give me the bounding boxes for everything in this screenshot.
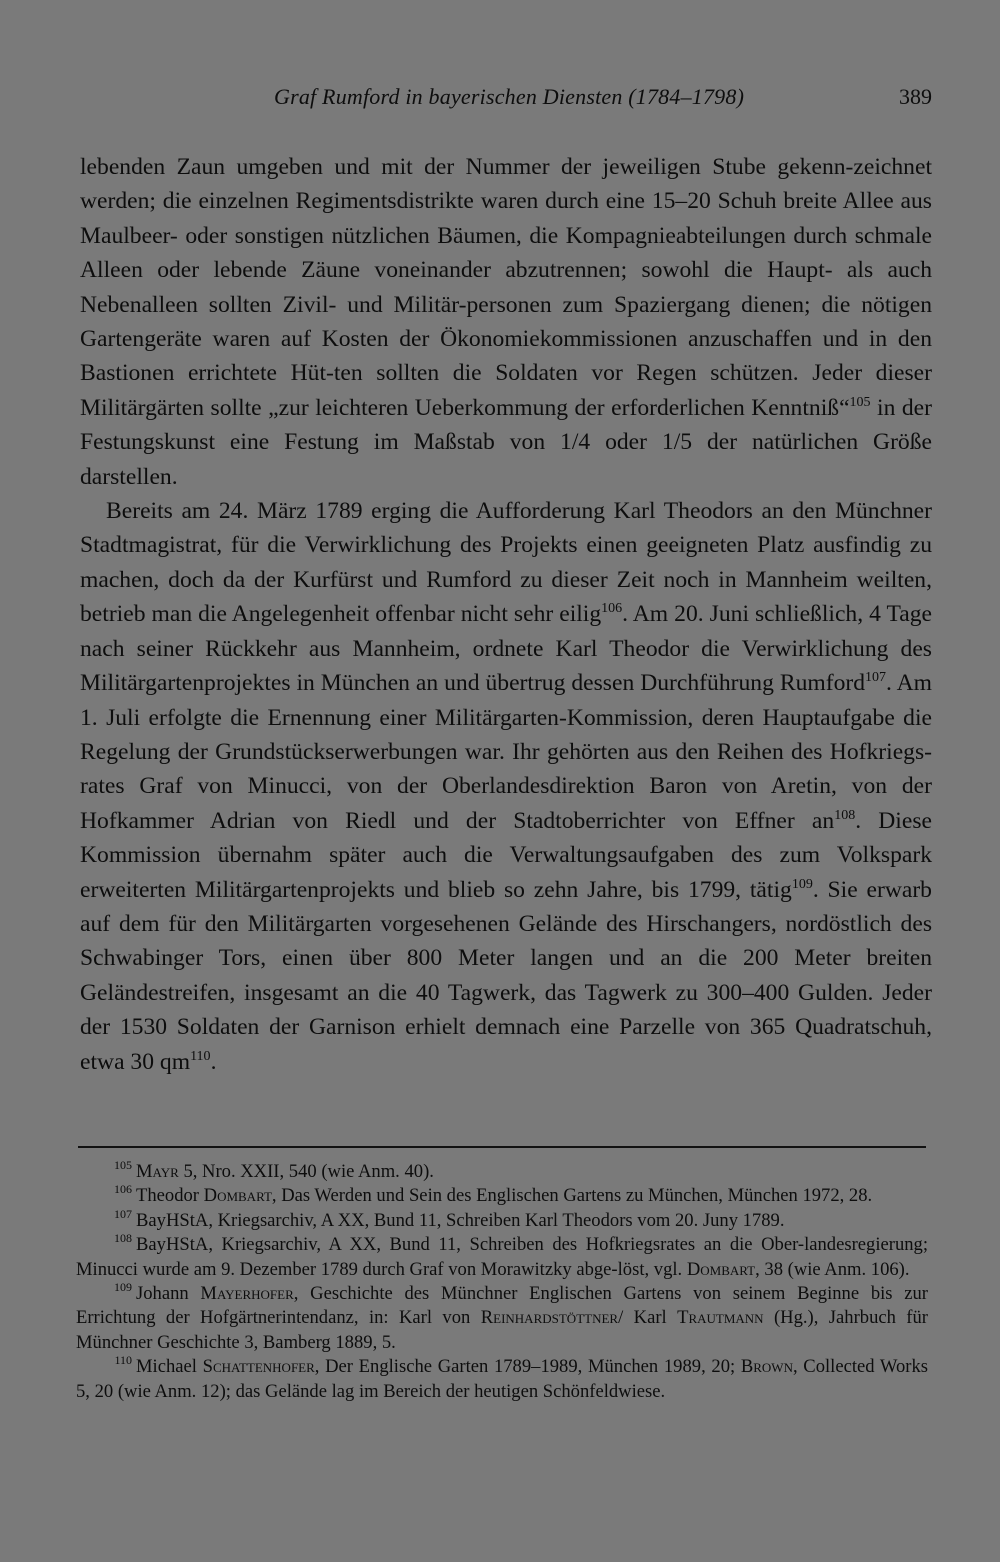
paragraph-1 (80, 150, 932, 494)
text-run: Bereits am 24. März 1789 erging die Aufforderung Karl Theodors an den Münchner Stadtmagistrat, für die Verwirklichung des Projekts einen geeigneten Platz ausfindig zu machen, doch da der Kurfürst und Rumford zu dieser Zeit noch in Mannheim weilten, betrieb man die Angelegenheit offenbar nicht sehr eilig (80, 498, 932, 628)
footnote-105: 105 Mayr 5, Nro. XXII, 540 (wie Anm. 40). (114, 1158, 434, 1182)
text-run: 5, Nro. XXII, 540 (wie Anm. 40). (178, 1161, 434, 1182)
footnote-ref-109[interactable]: 109 (791, 876, 813, 892)
author-name: Mayerhofer (200, 1283, 294, 1305)
author-name: Mayr (136, 1161, 179, 1182)
text-run: . (210, 1048, 217, 1075)
author-name: Brown (740, 1356, 793, 1378)
footnote-107: 107 BayHStA, Kriegsarchiv, A XX, Bund 11, Schreiben Karl Theodors vom 20. Juny 1789. (114, 1206, 785, 1231)
footnote-108: 108 BayHStA, Kriegsarchiv, A XX, Bund 11, Schreiben des Hofkriegsrates an die Ober-landesregierung; Minucci wurde am 9. Dezember 1789 durch Graf von Morawitzky abge-löst, vgl. Dombart, 38 (wie Anm. 106). (76, 1231, 928, 1280)
page-header (80, 84, 932, 116)
footnote-divider (78, 1146, 926, 1148)
footnote-ref-107[interactable]: 107 (865, 670, 887, 686)
main-text (80, 150, 932, 1079)
text-run: (Hg.), Jahrbuch für Münchner Geschichte 3, Bamberg 1889, 5. (76, 1307, 928, 1353)
footnote-ref-105[interactable]: 105 (849, 394, 871, 410)
text-run: . Diese Kommission übernahm später auch die Verwaltungsaufgaben des zum Volkspark erweiterten Militärgartenprojekts und blieb so zehn Jahre, bis 1799, tätig (80, 807, 932, 903)
text-run: , Der Englische Garten 1789–1989, München 1989, 20; (314, 1356, 741, 1378)
text-run: . Sie erwarb auf dem für den Militärgarten vorgesehenen Gelände des Hirschangers, nordöstlich des Schwabinger Tors, einen über 800 Meter langen und an die 200 Meter breiten Geländestreifen, insgesamt an die 40 Tagwerk, das Tagwerk zu 300–400 Gulden. Jeder der 1530 Soldaten der Garnison erhielt demnach eine Parzelle von 365 Quadratschuh, etwa 30 qm (80, 876, 932, 1075)
text-run: / Karl (618, 1307, 678, 1329)
footnote-106: 106 Theodor Dombart, Das Werden und Sein des Englischen Gartens zu München, München 1972, 28. (114, 1182, 873, 1207)
paragraph-2 (80, 494, 932, 1079)
author-name: Trautmann (677, 1307, 764, 1329)
text-run: , Collected Works 5, 20 (wie Anm. 12); das Gelände lag im Bereich der heutigen Schönfeldwiese. (76, 1356, 928, 1402)
author-name: Dombart (686, 1258, 756, 1280)
footnote-109: 109 Johann Mayerhofer, Geschichte des Münchner Englischen Gartens von seinem Beginne bis zur Errichtung der Hofgärtnerintendanz, in: Karl von Reinhardstöttner/ Karl Trautmann (Hg.), Jahrbuch für Münchner Geschichte 3, Bamberg 1889, 5. (76, 1280, 929, 1353)
text-run: , 38 (wie Anm. 106). (755, 1258, 910, 1280)
text-run: lebenden Zaun umgeben und mit der Nummer der jeweiligen Stube gekenn-zeichnet werden; die einzelnen Regimentsdistrikte waren durch eine 15–20 Schuh breite Allee aus Maulbeer- oder sonstigen nützlichen Bäumen, die Kompagnieabteilungen durch schmale Alleen oder lebende Zäune voneinander abzutrennen; sowohl die Haupt- als auch Nebenalleen sollten Zivil- und Militär-personen zum Spaziergang dienen; die nötigen Gartengeräte waren auf Kosten der Ökonomiekommissionen anzuschaffen und in den Bastionen errichtete Hüt-ten sollten die Soldaten vor Regen schützen. Jeder dieser Militärgärten sollte „zur leichteren Ueberkommung der erforderlichen Kenntniß“ (80, 154, 932, 421)
text-run: Theodor (136, 1185, 204, 1207)
running-title: Graf Rumford in bayerischen Diensten (1784–1798) (274, 84, 745, 109)
text-run: BayHStA, Kriegsarchiv, A XX, Bund 11, Schreiben des Hofkriegsrates an die Ober-landesregierung; Minucci wurde am 9. Dezember 1789 durch Graf von Morawitzky abge-löst, vgl. (76, 1234, 928, 1280)
author-name: Reinhardstöttner (480, 1307, 619, 1329)
text-run: . Am 20. Juni schließlich, 4 Tage nach seiner Rückkehr aus Mannheim, ordnete Karl Theodor die Verwirklichung des Militärgartenprojektes in München an und übertrug dessen Durchführung Rumford (80, 601, 932, 697)
text-run: BayHStA, Kriegsarchiv, A XX, Bund 11, Schreiben Karl Theodors vom 20. Juny 1789. (136, 1209, 785, 1231)
author-name: Dombart (203, 1185, 272, 1207)
text-run: , Geschichte des Münchner Englischen Gartens von seinem Beginne bis zur Errichtung der Hofgärtnerintendanz, in: Karl von (76, 1283, 929, 1329)
author-name: Schattenhofer (202, 1356, 315, 1378)
text-run: Johann (136, 1283, 201, 1305)
text-run: . Am 1. Juli erfolgte die Ernennung einer Militärgarten-Kommission, deren Hauptaufgabe die Regelung der Grundstückserwerbungen war. Ihr gehörten aus den Reihen des Hofkriegs-rates Graf von Minucci, von der Oberlandesdirektion Baron von Aretin, von der Hofkammer Adrian von Riedl und der Stadtoberrichter von Effner an (80, 670, 932, 834)
text-run: in der Festungskunst eine Festung im Maßstab von 1/4 oder 1/5 der natürlichen Größe darstellen. (80, 394, 933, 490)
footnotes (76, 1160, 928, 1404)
page-number: 389 (899, 84, 932, 109)
text-run: , Das Werden und Sein des Englischen Gartens zu München, München 1972, 28. (271, 1185, 873, 1207)
footnote-ref-108[interactable]: 108 (834, 807, 856, 823)
footnote-ref-106[interactable]: 106 (601, 601, 623, 617)
footnote-110: 110 Michael Schattenhofer, Der Englische Garten 1789–1989, München 1989, 20; Brown, Collected Works 5, 20 (wie Anm. 12); das Gelände lag im Bereich der heutigen Schönfeldwiese. (76, 1353, 928, 1402)
footnote-ref-110[interactable]: 110 (190, 1048, 211, 1064)
text-run: Michael (136, 1356, 203, 1378)
